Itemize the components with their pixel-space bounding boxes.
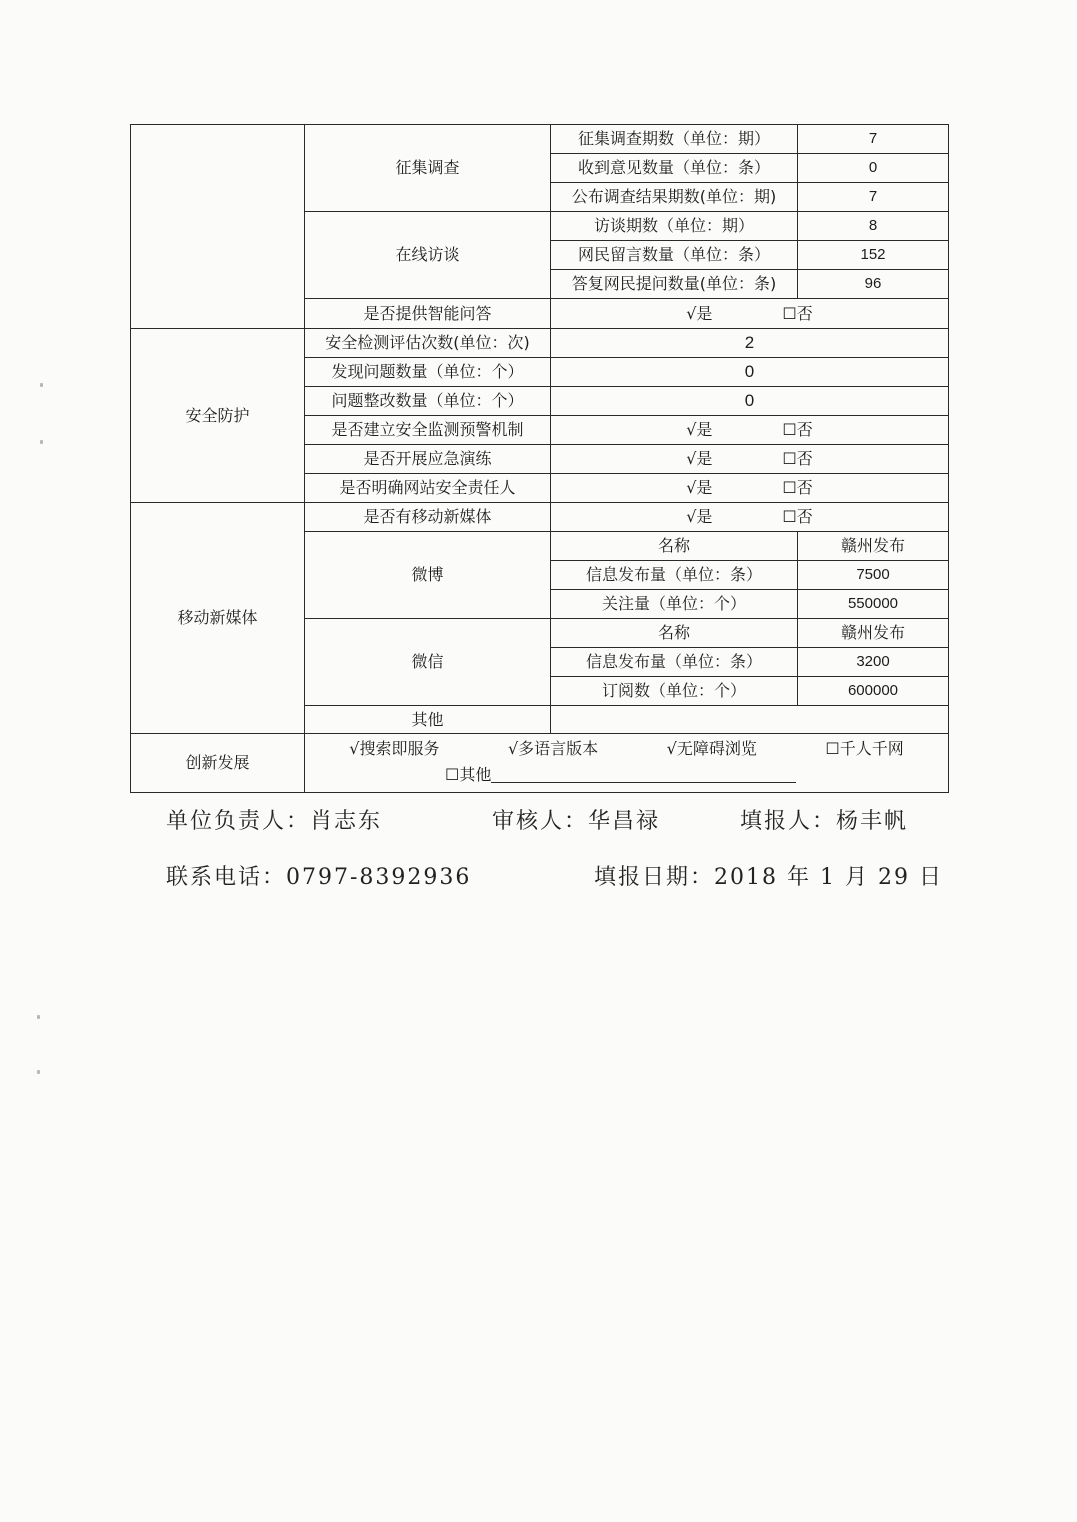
- innovation-option: √搜索即服务: [349, 739, 440, 758]
- item-value: 550000: [798, 590, 949, 619]
- item-label: 订阅数（单位：个）: [551, 677, 798, 706]
- group-mobile: 移动新媒体: [131, 503, 305, 734]
- innovation-cell: [305, 734, 949, 793]
- no-checkbox: ☐否: [782, 303, 813, 323]
- item-value: 7: [798, 125, 949, 154]
- no-checkbox: ☐否: [782, 507, 813, 527]
- group-cell-interaction: [131, 125, 305, 329]
- category-wechat: 微信: [305, 619, 551, 706]
- item-value: 赣州发布: [798, 532, 949, 561]
- item-label: 征集调查期数（单位：期）: [551, 125, 798, 154]
- yes-option: √是: [686, 449, 713, 469]
- item-label: 公布调查结果期数(单位：期): [551, 183, 798, 212]
- group-security: 安全防护: [131, 329, 305, 503]
- item-value: 0: [551, 358, 949, 387]
- innovation-other: ☐其他: [445, 764, 492, 784]
- item-label: 问题整改数量（单位：个）: [305, 387, 551, 416]
- scan-speck: [40, 440, 43, 444]
- no-checkbox: ☐否: [782, 478, 813, 498]
- item-label: 信息发布量（单位：条）: [551, 648, 798, 677]
- item-label: 访谈期数（单位：期）: [551, 212, 798, 241]
- yes-option: √是: [686, 507, 713, 527]
- item-label: 收到意见数量（单位：条）: [551, 154, 798, 183]
- item-label: 是否明确网站安全责任人: [305, 474, 551, 503]
- item-value: 96: [798, 270, 949, 299]
- item-value: 2: [551, 329, 949, 358]
- item-label: 其他: [305, 706, 551, 734]
- contact-line: [166, 860, 471, 891]
- item-label: 答复网民提问数量(单位：条): [551, 270, 798, 299]
- yes-option: √是: [686, 420, 713, 440]
- yes-option: √是: [686, 303, 713, 323]
- item-label: 是否开展应急演练: [305, 445, 551, 474]
- yes-no-cell: [551, 416, 949, 445]
- item-label: 网民留言数量（单位：条）: [551, 241, 798, 270]
- signature-line: [166, 804, 382, 835]
- item-value: 600000: [798, 677, 949, 706]
- item-label: 关注量（单位：个）: [551, 590, 798, 619]
- yes-no-cell: [551, 474, 949, 503]
- innovation-option: √无障碍浏览: [666, 739, 757, 758]
- yes-no-cell: [551, 503, 949, 532]
- contact-phone: 联系电话：0797-8392936: [166, 865, 472, 890]
- yes-no-cell: [551, 445, 949, 474]
- category-weibo: 微博: [305, 532, 551, 619]
- no-checkbox: ☐否: [782, 420, 813, 440]
- filler: 填报人：杨丰帆: [740, 809, 909, 834]
- item-label: 发现问题数量（单位：个）: [305, 358, 551, 387]
- item-value: 3200: [798, 648, 949, 677]
- item-value: 7500: [798, 561, 949, 590]
- fill-in-blank: [491, 768, 796, 783]
- reviewer: 审核人：华昌禄: [492, 809, 661, 834]
- item-value: 8: [798, 212, 949, 241]
- category-interview: 在线访谈: [305, 212, 551, 299]
- item-label: 是否建立安全监测预警机制: [305, 416, 551, 445]
- item-value: [551, 706, 949, 734]
- signature-line: [740, 804, 908, 835]
- item-value: 赣州发布: [798, 619, 949, 648]
- table-row: [131, 329, 949, 358]
- innovation-option: ☐千人千网: [825, 739, 904, 758]
- yes-no-cell: [551, 299, 949, 329]
- item-label: 信息发布量（单位：条）: [551, 561, 798, 590]
- signature-line: [492, 804, 660, 835]
- no-checkbox: ☐否: [782, 449, 813, 469]
- group-innovation: 创新发展: [131, 734, 305, 793]
- fill-date: 填报日期：2018 年 1 月 29 日: [594, 865, 943, 890]
- item-label: 名称: [551, 532, 798, 561]
- scan-speck: [40, 383, 43, 387]
- scan-speck: [37, 1015, 40, 1019]
- item-value: 0: [798, 154, 949, 183]
- item-value: 7: [798, 183, 949, 212]
- item-label: 是否有移动新媒体: [305, 503, 551, 532]
- contact-line: [594, 860, 943, 891]
- item-label: 名称: [551, 619, 798, 648]
- category-survey: 征集调查: [305, 125, 551, 212]
- item-value: 0: [551, 387, 949, 416]
- item-label: 安全检测评估次数(单位：次): [305, 329, 551, 358]
- unit-leader: 单位负责人：肖志东: [166, 809, 383, 834]
- scan-speck: [37, 1070, 40, 1074]
- table-row: [131, 503, 949, 532]
- table-row: [131, 125, 949, 154]
- innovation-option: √多语言版本: [507, 739, 599, 758]
- item-label: 是否提供智能问答: [305, 299, 551, 329]
- yes-option: √是: [686, 478, 713, 498]
- item-value: 152: [798, 241, 949, 270]
- table-row: [131, 734, 949, 793]
- statistics-table: [130, 124, 949, 793]
